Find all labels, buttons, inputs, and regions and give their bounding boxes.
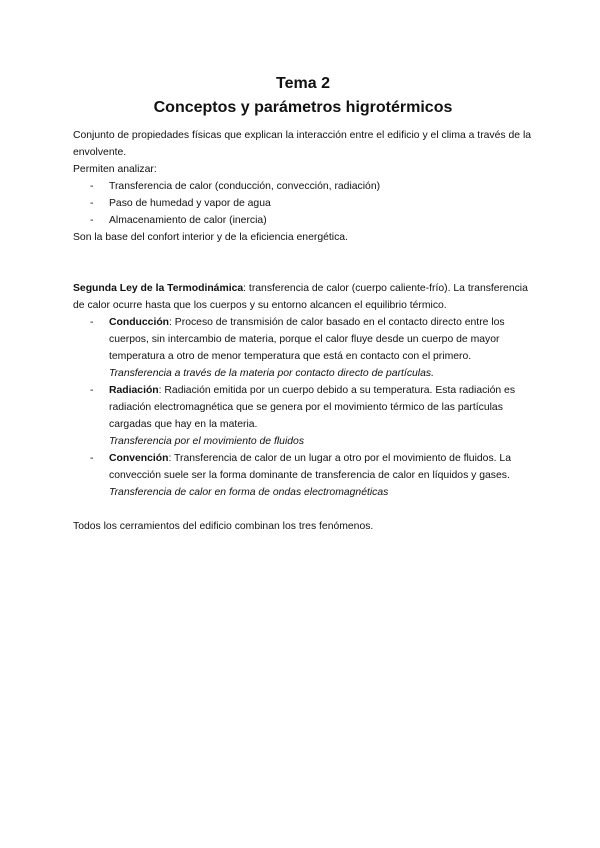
mechanism-radiacion (73, 382, 533, 450)
mechanism-text: : Proceso de transmisión de calor basado en el contacto directo entre los cuerpos, sin intercambio de materia, porque el calor fluye desde un cuerpo de mayor temperatura a otro de menor temperatura que está en contacto con el primero. (109, 317, 505, 362)
mechanism-text: : Radiación emitida por un cuerpo debido a su temperatura. Esta radiación es radiación electromagnética que se genera por el movimiento térmico de las partículas cargadas que hay en la materia. (109, 385, 516, 430)
list-item: - Almacenamiento de calor (inercia) (73, 212, 533, 229)
mechanism-text: : Transferencia de calor de un lugar a otro por el movimiento de fluidos. La convección suele ser la forma dominante de transferencia de calor en líquidos y gases. (109, 453, 511, 481)
mechanism-term: Convención (109, 453, 169, 464)
mechanism-note: Transferencia a través de la materia por contacto directo de partículas. (109, 368, 434, 379)
list-item: - Paso de humedad y vapor de agua (73, 195, 533, 212)
conclusion-paragraph: Todos los cerramientos del edificio combinan los tres fenómenos. (73, 521, 374, 532)
base-paragraph: Son la base del confort interior y de la eficiencia energética. (73, 232, 348, 243)
mechanism-list (73, 314, 533, 501)
law-term: Segunda Ley de la Termodinámica (73, 283, 244, 294)
mechanism-term: Radiación (109, 385, 159, 396)
mechanism-note: Transferencia de calor en forma de ondas electromagnéticas (109, 487, 389, 498)
intro-paragraph: Conjunto de propiedades físicas que explican la interacción entre el edificio y el clima a través de la envolvente. (73, 130, 532, 158)
law-paragraph (73, 280, 533, 314)
page-subtitle: Conceptos y parámetros higrotérmicos (153, 99, 453, 116)
mechanism-term: Conducción (109, 317, 170, 328)
law-text: : transferencia de calor (cuerpo caliente-frío). La transferencia de calor ocurre hasta que los cuerpos y su entorno alcancen el equilibrio térmico. (73, 283, 528, 311)
mechanism-conduccion (73, 314, 533, 382)
analyze-list (73, 178, 533, 229)
analyze-label: Permiten analizar: (73, 164, 157, 175)
document-content (73, 74, 533, 535)
mechanism-convencion (73, 450, 533, 501)
mechanism-note: Transferencia por el movimiento de fluidos (109, 436, 305, 447)
page-title: Tema 2 (276, 75, 330, 92)
list-item: - Transferencia de calor (conducción, convección, radiación) (73, 178, 533, 195)
